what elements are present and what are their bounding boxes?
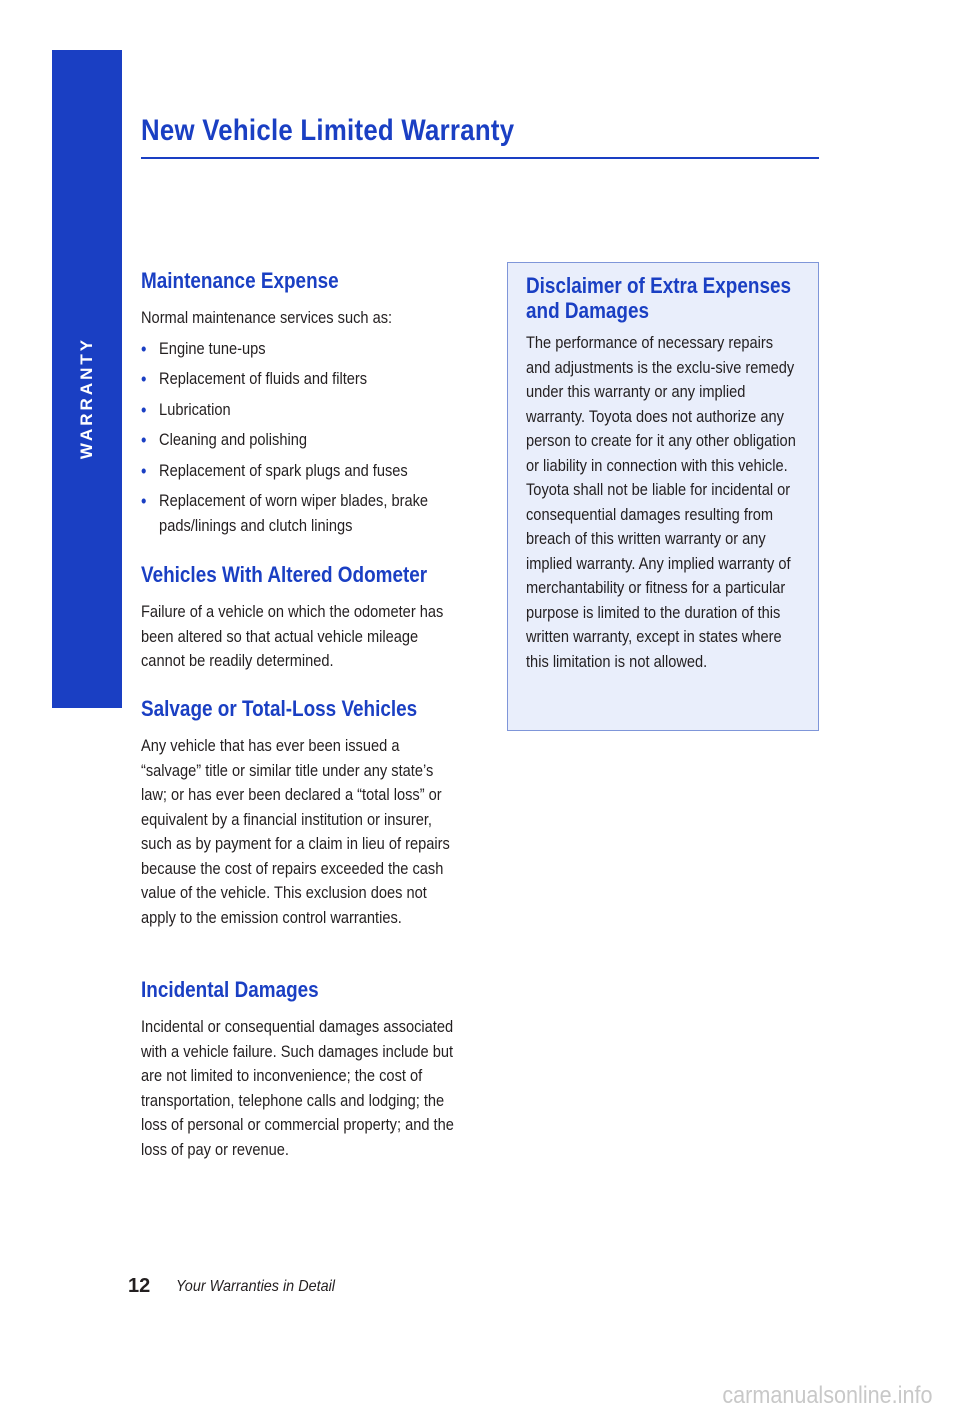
list-item-text: Cleaning and polishing [159, 430, 308, 449]
section-paragraph: Any vehicle that has ever been issued a “salvage” title or similar title under any state’s law; or has ever been declared a “total loss” or equivalent by a financial institution or insurer, such as by payment for a claim in lieu of repairs because the cost of repairs exceeded the cash value of the vehicle. This exclusion does not apply to the emission control warranties. [141, 736, 450, 927]
title-divider [141, 157, 819, 159]
page-number: 12 [128, 1275, 151, 1297]
bullet-icon: • [141, 369, 147, 389]
list-item [141, 428, 459, 453]
list-item-text: Replacement of fluids and filters [159, 369, 368, 388]
altered-odometer-section [141, 562, 511, 674]
list-item [141, 367, 459, 392]
maintenance-expense-section [141, 268, 511, 538]
sidebar-heading: Disclaimer of Extra Expenses and Damages [526, 273, 792, 323]
section-body [141, 734, 459, 930]
list-item [141, 459, 459, 484]
section-paragraph: Failure of a vehicle on which the odometer has been altered so that actual vehicle mileage cannot be readily determined. [141, 602, 444, 670]
sidebar-body: The performance of necessary repairs and adjustments is the exclu-sive remedy under this warranty or any implied warranty. Toyota does not authorize any person to create for it any other obligation or liability in connection with this vehicle. Toyota shall not be liable for incidental or consequential damages resulting from breach of this written warranty or any implied warranty. Any implied warranty of merchantability or fitness for a particular purpose is limited to the duration of this written warranty, except in states where this limitation is not allowed. [526, 333, 796, 671]
watermark: carmanualsonline.info [721, 1382, 932, 1409]
section-intro: Normal maintenance services such as: [141, 308, 393, 327]
list-item-text: Engine tune-ups [159, 338, 266, 358]
section-body [141, 1015, 459, 1162]
footer-section-title: Your Warranties in Detail [176, 1278, 336, 1295]
section-heading: Vehicles With Altered Odometer [141, 562, 428, 587]
section-body [141, 600, 459, 674]
bullet-icon: • [141, 338, 147, 359]
list-item-text: Replacement of spark plugs and fuses [159, 460, 408, 480]
list-item [141, 398, 459, 423]
bullet-icon: • [141, 491, 147, 511]
list-item [141, 337, 459, 362]
side-tab-label: WARRANTY [77, 336, 96, 460]
section-paragraph: Incidental or consequential damages associated with a vehicle failure. Such damages include but are not limited to inconvenience; the cost of transportation, telephone calls and lodging; the loss of personal or commercial property; and the loss of pay or revenue. [141, 1017, 454, 1159]
incidental-damages-section [141, 977, 511, 1162]
bullet-list [141, 337, 459, 539]
section-heading: Maintenance Expense [141, 268, 339, 293]
section-heading: Salvage or Total-Loss Vehicles [141, 696, 418, 721]
bullet-icon: • [141, 460, 147, 481]
bullet-icon: • [141, 430, 147, 450]
disclaimer-sidebar [507, 262, 819, 731]
section-body [141, 306, 459, 538]
list-item [141, 489, 443, 538]
section-heading: Incidental Damages [141, 977, 319, 1002]
bullet-icon: • [141, 399, 147, 420]
list-item-text: Lubrication [159, 399, 231, 419]
page-title: New Vehicle Limited Warranty [141, 114, 515, 147]
list-item-text: Replacement of worn wiper blades, brake pads/linings and clutch linings [159, 491, 429, 535]
salvage-section [141, 696, 511, 930]
